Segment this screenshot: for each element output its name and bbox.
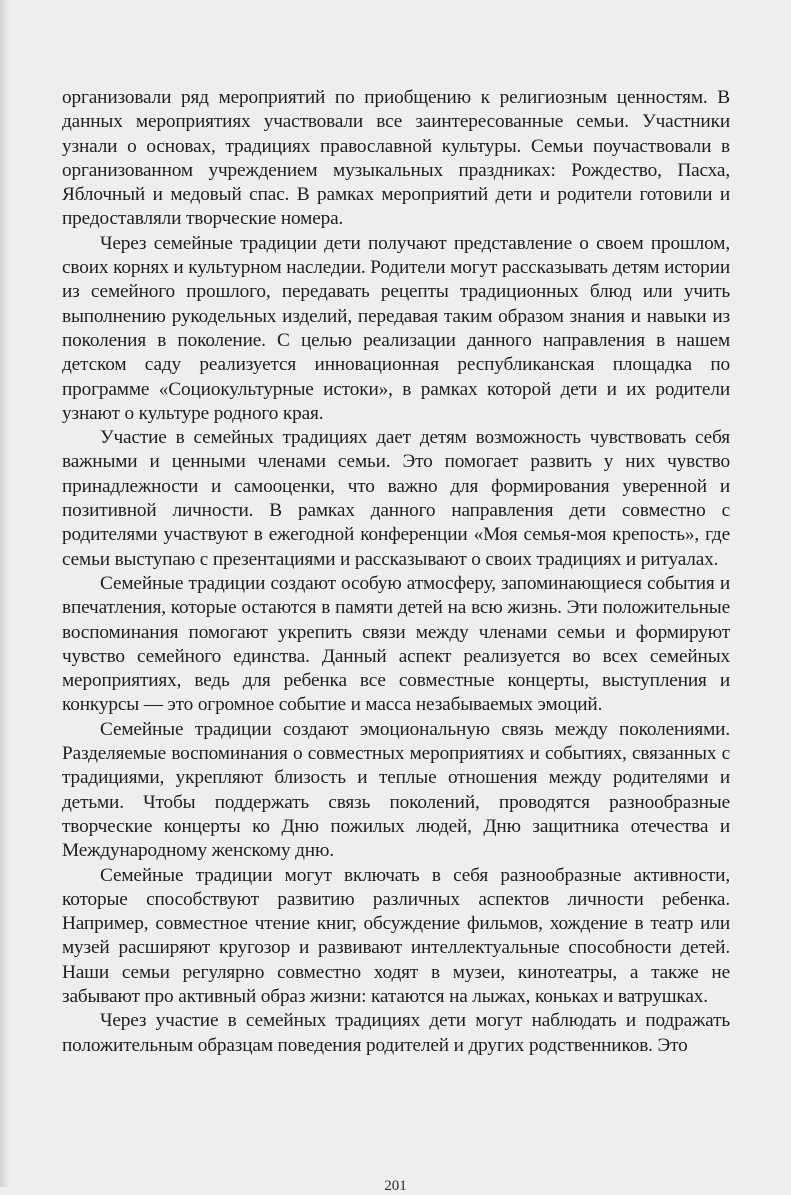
paragraph-3: Участие в семейных традициях дает детям возможность чувствовать себя важными и ценными членами семьи. Это помогает развить у них чувство принадлежности и самооценки, что важно для формирования уверенной и позитивной личности. В рамках данного направления дети совместно с родителями участвуют в ежегодной конференции «Моя семья-моя крепость», где семьи выступаю с презентациями и рассказывают о своих традициях и ритуалах. (62, 427, 730, 570)
paragraph-4: Семейные традиции создают особую атмосферу, запоминающиеся события и впечатления, которые остаются в памяти детей на всю жизнь. Эти положительные воспоминания помогают укрепить связи между членами семьи и формируют чувство семейного единства. Данный аспект реализуется во всех семейных мероприятиях, ведь для ребенка все совместные концерты, выступления и конкурсы — это огромное событие и масса незабываемых эмоций. (62, 572, 730, 716)
paragraph-2: Через семейные традиции дети получают представление о своем прошлом, своих корнях и культурном наследии. Родители могут рассказывать детям истории из семейного прошлого, передавать рецепты традиционных блюд или учить выполнению рукодельных изделий, передавая таким образом знания и навыки из поколения в поколение. С целью реализации данного направления в нашем детском саду реализуется инновационная республиканская площадка по программе «Социокультурные истоки», в рамках которой дети и их родители узнают о культуре родного края. (62, 232, 730, 424)
page-edge-shadow (0, 0, 10, 1187)
paragraph-1: организовали ряд мероприятий по приобщению к религиозным ценностям. В данных мероприятиях участвовали все заинтересованные семьи. Участники узнали о основах, традициях православной культуры. Семьи поучаствовали в организованном учреждением музыкальных праздниках: Рождество, Пасха, Яблочный и медовый спас. В рамках мероприятий дети и родители готовили и предоставляли творческие номера. (62, 87, 730, 230)
paragraph-5: Семейные традиции создают эмоциональную связь между поколениями. Разделяемые воспоминания о совместных мероприятиях и событиях, связанных с традициями, укрепляют близость и теплые отношения между родителями и детьми. Чтобы поддержать связь поколений, проводятся разнообразные творческие концерты ко Дню пожилых людей, Дню защитника отечества и Международному женскому дню. (62, 718, 730, 862)
document-body (62, 86, 730, 1058)
paragraph-6: Семейные традиции могут включать в себя разнообразные активности, которые способствуют развитию различных аспектов личности ребенка. Например, совместное чтение книг, обсуждение фильмов, хождение в театр или музей расширяют кругозор и развивают интеллектуальные способности детей. Наши семьи регулярно совместно ходят в музеи, кинотеатры, а также не забывают про активный образ жизни: катаются на лыжах, коньках и ватрушках. (62, 864, 730, 1007)
paragraph-7: Через участие в семейных традициях дети могут наблюдать и подражать положительным образцам поведения родителей и других родственников. Это (62, 1010, 730, 1056)
page-number: 201 (384, 1178, 407, 1194)
